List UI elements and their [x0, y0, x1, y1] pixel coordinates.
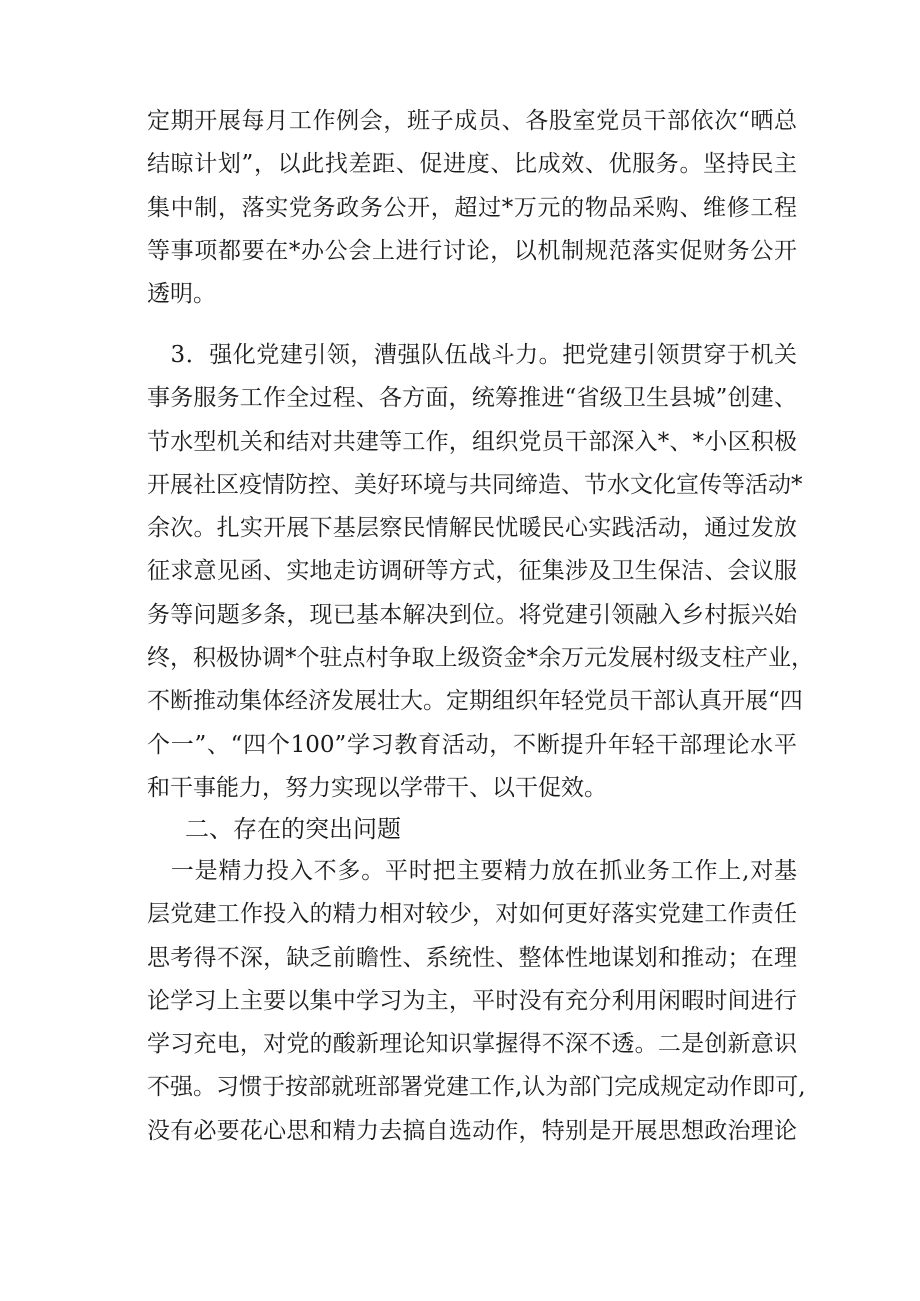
text-line: 思考得不深，缺乏前瞻性、系统性、整体性地谋划和推动；在理 [147, 944, 797, 971]
text-line: 学习充电，对党的酸新理论知识掌握得不深不透。二是创新意识 [147, 1031, 797, 1058]
text-line: 务等问题多条，现已基本解决到位。将党建引领融入乡村振兴始 [147, 601, 797, 628]
text-line: 和干事能力，努力实现以学带干、以干促效。 [147, 774, 607, 801]
text-line: 余次。扎实开展下基层察民情解民忧暖民心实践活动，通过发放 [147, 515, 797, 542]
text-line: 终，积极协调*个驻点村争取上级资金*余万元发展村级支柱产业， [147, 645, 814, 672]
paragraph-2 [147, 334, 814, 810]
text-line: 等事项都要在*办公会上进行讨论，以机制规范落实促财务公开 [147, 237, 797, 264]
text-line: 事务服务工作全过程、各方面，统筹推进“省级卫生县城”创建、 [147, 385, 797, 412]
section-heading: 二、存在的突出问题 [185, 815, 401, 843]
paragraph-1 [147, 100, 797, 316]
text-line: 定期开展每月工作例会，班子成员、各股室党员干部依次“晒总 [147, 108, 797, 134]
text-line: 3．强化党建引领，漕强队伍战斗力。把党建引领贯穿于机关 [147, 342, 797, 368]
paragraph-3 [147, 850, 806, 1153]
text-line: 结晾计划”，以此找差距、促进度、比成效、优服务。坚持民主 [147, 151, 797, 178]
text-line: 节水型机关和结对共建等工作，组织党员干部深入*、*小区积极 [147, 428, 797, 455]
text-line: 集中制，落实党务政务公开，超过*万元的物品采购、维修工程 [147, 194, 797, 221]
text-line: 一是精力投入不多。平时把主要精力放在抓业务工作上,对基 [147, 858, 797, 884]
text-line: 透明。 [147, 281, 216, 308]
text-line: 不断推动集体经济发展壮大。定期组织年轻党员干部认真开展“四 [147, 688, 803, 715]
text-line: 开展社区疫情防控、美好环境与共同缔造、节水文化宣传等活动* [147, 471, 803, 498]
text-line: 个一”、“四个100”学习教育活动，不断提升年轻干部理论水平 [147, 731, 797, 758]
text-line: 征求意见函、实地走访调研等方式，征集涉及卫生保洁、会议服 [147, 558, 797, 585]
text-line: 论学习上主要以集中学习为主，平时没有充分利用闲暇时间进行 [147, 987, 797, 1014]
text-line: 不强。习惯于按部就班部署党建工作,认为部门完成规定动作即可, [147, 1074, 806, 1101]
text-line: 没有必要花心思和精力去搞自选动作，特别是开展思想政治理论 [147, 1117, 797, 1144]
text-line: 层党建工作投入的精力相对较少，对如何更好落实党建工作责任 [147, 901, 797, 928]
